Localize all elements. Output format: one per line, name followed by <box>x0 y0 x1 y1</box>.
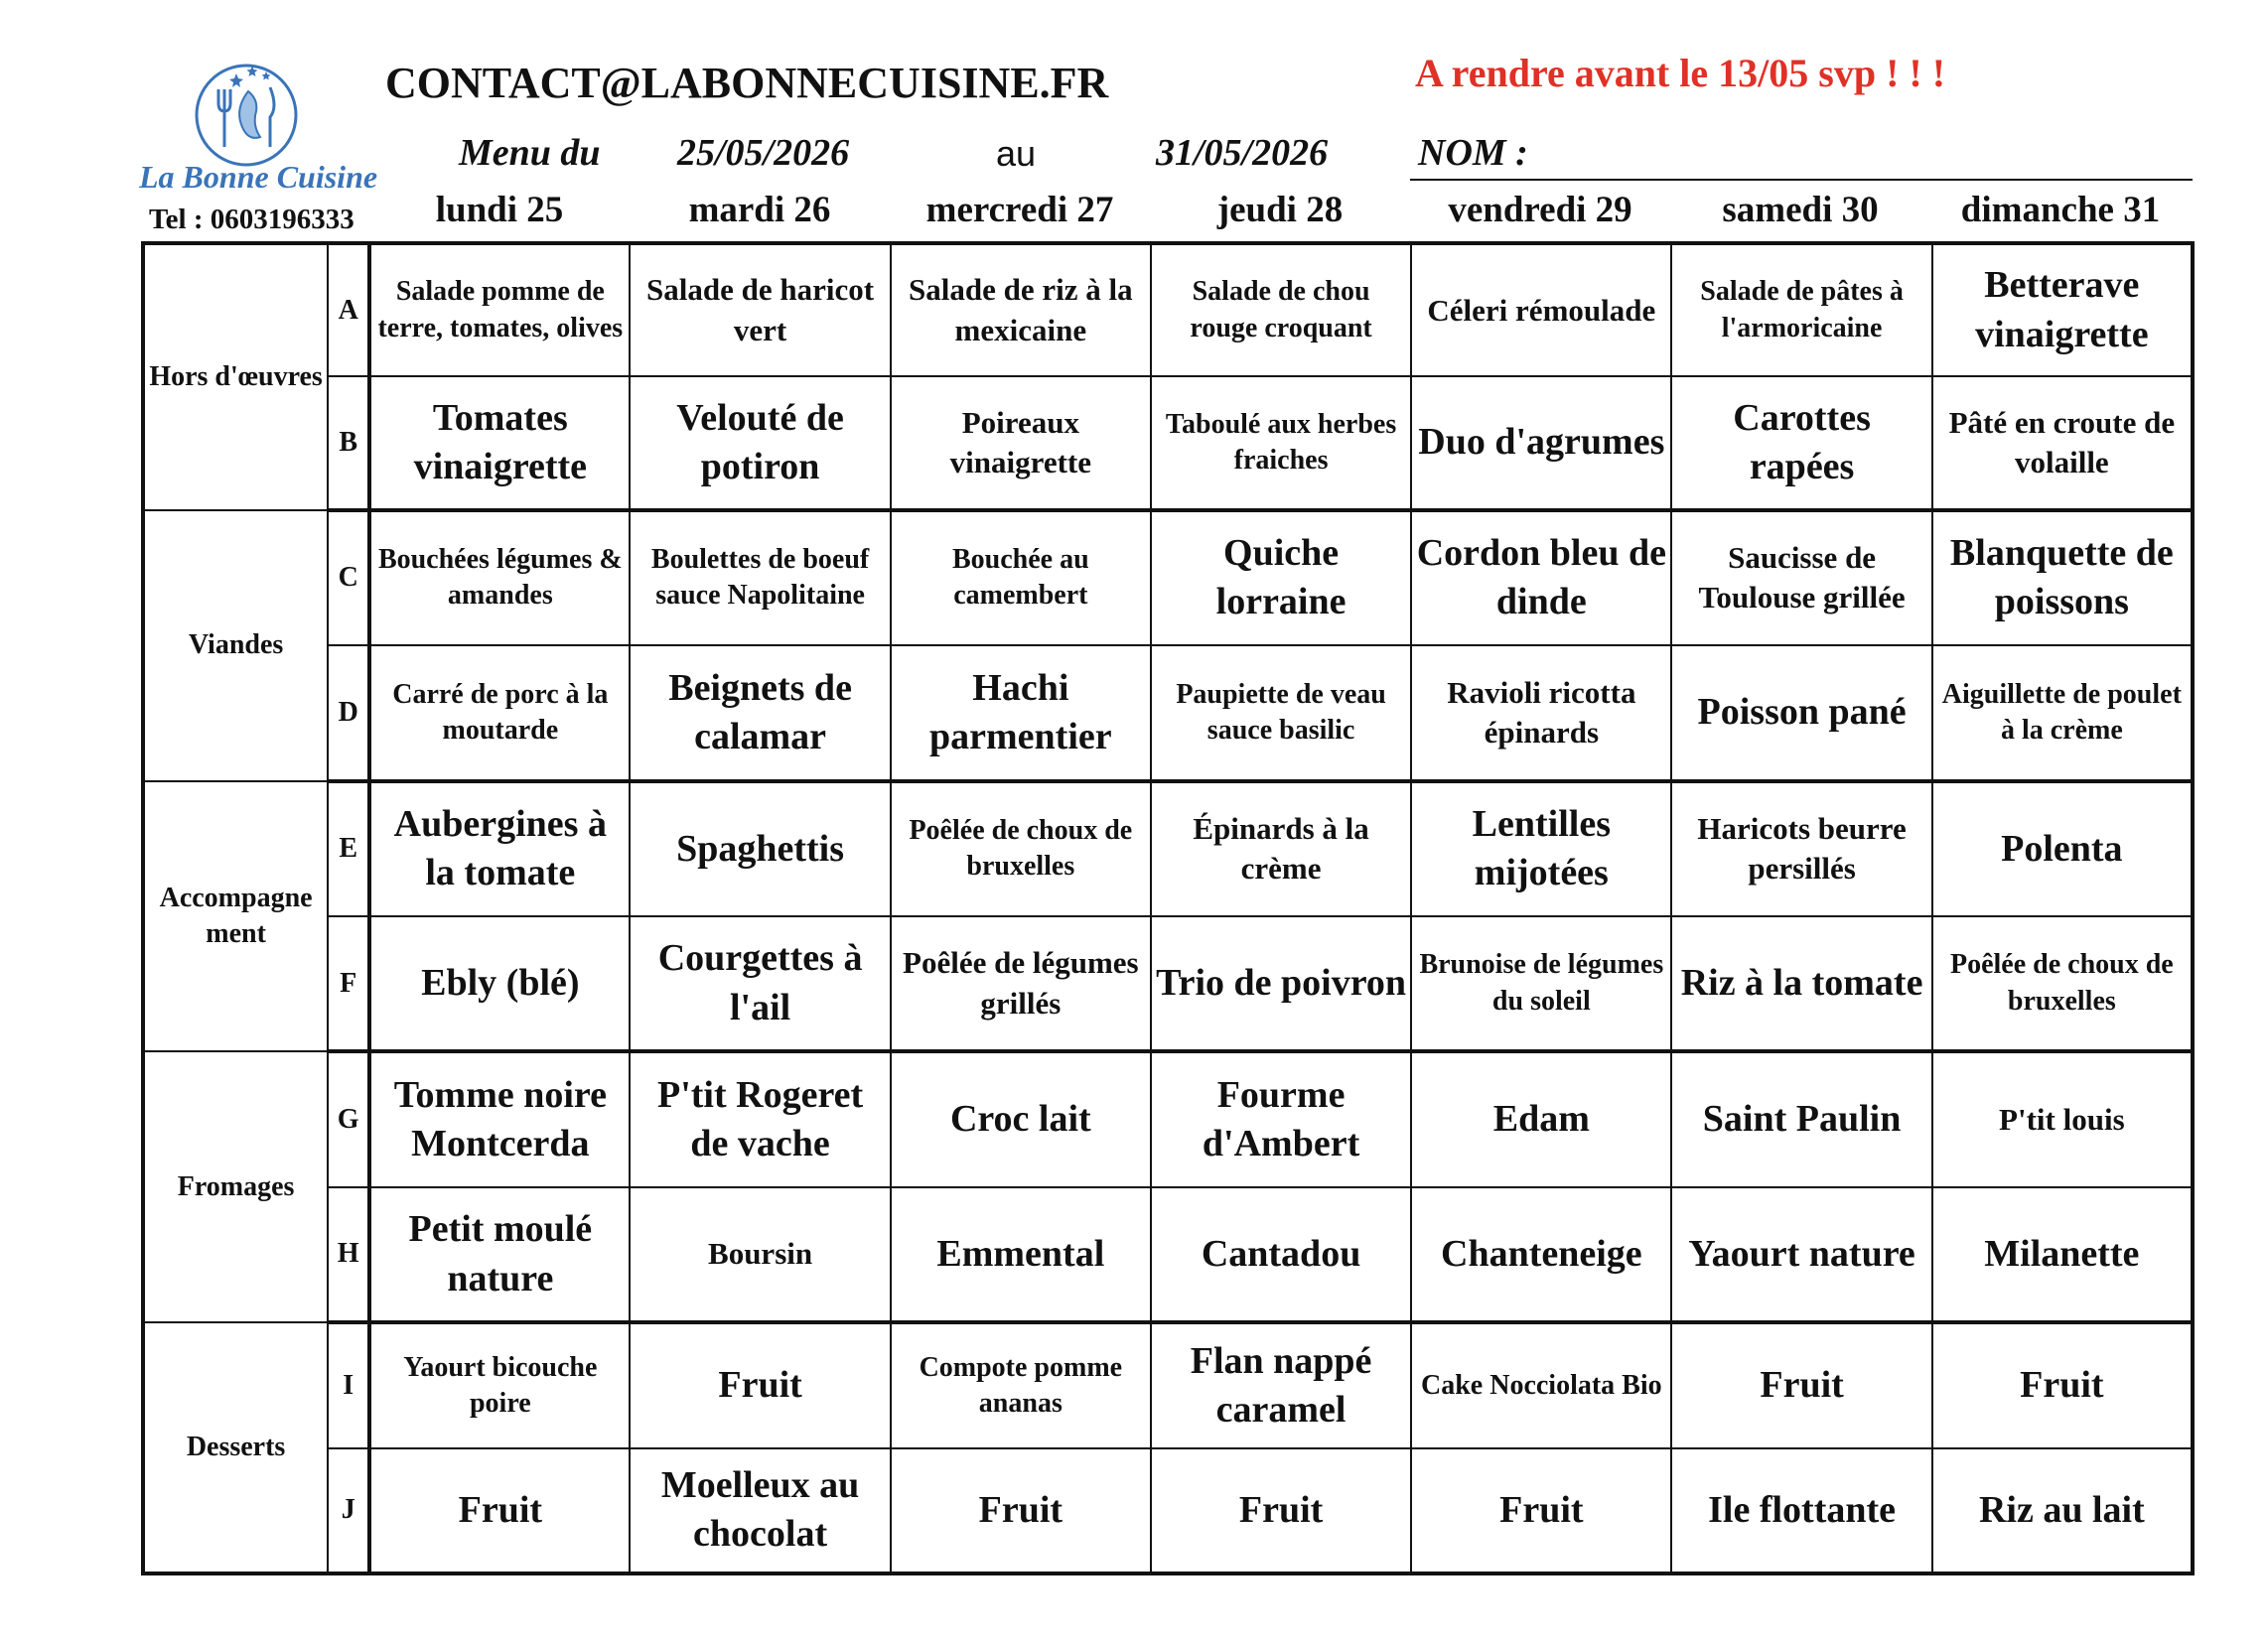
row-letter: E <box>328 781 369 916</box>
menu-cell[interactable]: Cordon bleu de dinde <box>1411 510 1671 645</box>
menu-cell[interactable]: Flan nappé caramel <box>1151 1322 1411 1447</box>
menu-cell[interactable]: Fruit <box>1932 1322 2193 1447</box>
menu-cell[interactable]: Salade de riz à la mexicaine <box>891 243 1151 376</box>
au-label: au <box>996 133 1037 174</box>
menu-cell[interactable]: Croc lait <box>891 1051 1151 1186</box>
category-label: Hors d'œuvres <box>143 243 328 510</box>
day-header: mardi 26 <box>688 190 831 230</box>
phone-number: Tel : 0603196333 <box>149 204 354 235</box>
category-label: Accompagnement <box>143 781 328 1052</box>
menu-cell[interactable]: Aubergines à la tomate <box>369 781 630 916</box>
menu-cell[interactable]: Riz à la tomate <box>1671 916 1931 1051</box>
day-header: dimanche 31 <box>1960 190 2161 230</box>
day-header: mercredi 27 <box>925 190 1114 230</box>
menu-cell[interactable]: P'tit Rogeret de vache <box>630 1051 890 1186</box>
menu-cell[interactable]: Hachi parmentier <box>891 645 1151 780</box>
menu-cell[interactable]: Moelleux au chocolat <box>630 1448 890 1574</box>
menu-cell[interactable]: Céleri rémoulade <box>1411 243 1671 376</box>
menu-cell[interactable]: Salade pomme de terre, tomates, olives <box>369 243 630 376</box>
day-header: jeudi 28 <box>1216 190 1344 230</box>
menu-cell[interactable]: Fruit <box>1411 1448 1671 1574</box>
menu-cell[interactable]: Brunoise de légumes du soleil <box>1411 916 1671 1051</box>
menu-cell[interactable]: Boulettes de boeuf sauce Napolitaine <box>630 510 890 645</box>
menu-cell[interactable]: Poêlée de choux de bruxelles <box>891 781 1151 916</box>
menu-cell[interactable]: Saucisse de Toulouse grillée <box>1671 510 1931 645</box>
menu-cell[interactable]: Poêlée de légumes grillés <box>891 916 1151 1051</box>
menu-cell[interactable]: Salade de chou rouge croquant <box>1151 243 1411 376</box>
menu-cell[interactable]: Pâté en croute de volaille <box>1932 376 2193 509</box>
menu-cell[interactable]: Yaourt nature <box>1671 1187 1931 1322</box>
menu-cell[interactable]: Fourme d'Ambert <box>1151 1051 1411 1186</box>
menu-cell[interactable]: Fruit <box>1151 1448 1411 1574</box>
contact-email: CONTACT@LABONNECUISINE.FR <box>385 59 1109 107</box>
menu-cell[interactable]: Blanquette de poissons <box>1932 510 2193 645</box>
menu-cell[interactable]: Bouchées légumes & amandes <box>369 510 630 645</box>
menu-cell[interactable]: Poireaux vinaigrette <box>891 376 1151 509</box>
menu-cell[interactable]: Boursin <box>630 1187 890 1322</box>
menu-cell[interactable]: Lentilles mijotées <box>1411 781 1671 916</box>
day-header: lundi 25 <box>435 190 564 230</box>
row-letter: J <box>328 1448 369 1574</box>
menu-cell[interactable]: Taboulé aux herbes fraiches <box>1151 376 1411 509</box>
menu-cell[interactable]: Betterave vinaigrette <box>1932 243 2193 376</box>
row-letter: D <box>328 645 369 780</box>
start-date: 25/05/2026 <box>677 132 850 174</box>
menu-cell[interactable]: Ebly (blé) <box>369 916 630 1051</box>
menu-cell[interactable]: Beignets de calamar <box>630 645 890 780</box>
menu-cell[interactable]: Courgettes à l'ail <box>630 916 890 1051</box>
menu-cell[interactable]: Salade de haricot vert <box>630 243 890 376</box>
menu-du-label: Menu du <box>459 132 601 174</box>
menu-cell[interactable]: Polenta <box>1932 781 2193 916</box>
menu-cell[interactable]: Duo d'agrumes <box>1411 376 1671 509</box>
menu-cell[interactable]: Trio de poivron <box>1151 916 1411 1051</box>
menu-cell[interactable]: Fruit <box>1671 1322 1931 1447</box>
menu-cell[interactable]: Épinards à la crème <box>1151 781 1411 916</box>
name-field-line[interactable] <box>1410 179 2193 181</box>
menu-cell[interactable]: P'tit louis <box>1932 1051 2193 1186</box>
menu-cell[interactable]: Bouchée au camembert <box>891 510 1151 645</box>
category-label: Fromages <box>143 1051 328 1322</box>
deadline-note: A rendre avant le 13/05 svp ! ! ! <box>1415 51 1946 95</box>
menu-cell[interactable]: Paupiette de veau sauce basilic <box>1151 645 1411 780</box>
menu-cell[interactable]: Emmental <box>891 1187 1151 1322</box>
menu-cell[interactable]: Salade de pâtes à l'armoricaine <box>1671 243 1931 376</box>
menu-cell[interactable]: Milanette <box>1932 1187 2193 1322</box>
category-label: Desserts <box>143 1322 328 1574</box>
la-bonne-cuisine-logo <box>187 52 306 171</box>
menu-cell[interactable]: Ile flottante <box>1671 1448 1931 1574</box>
day-header: vendredi 29 <box>1448 190 1632 230</box>
menu-cell[interactable]: Cake Nocciolata Bio <box>1411 1322 1671 1447</box>
menu-table <box>141 241 2195 1575</box>
menu-cell[interactable]: Yaourt bicouche poire <box>369 1322 630 1447</box>
row-letter: A <box>328 243 369 376</box>
row-letter: C <box>328 510 369 645</box>
menu-cell[interactable]: Riz au lait <box>1932 1448 2193 1574</box>
row-letter: I <box>328 1322 369 1447</box>
menu-cell[interactable]: Spaghettis <box>630 781 890 916</box>
row-letter: G <box>328 1051 369 1186</box>
menu-cell[interactable]: Fruit <box>369 1448 630 1574</box>
menu-cell[interactable]: Edam <box>1411 1051 1671 1186</box>
category-label: Viandes <box>143 510 328 781</box>
row-letter: B <box>328 376 369 509</box>
brand-name: La Bonne Cuisine <box>139 159 378 195</box>
end-date: 31/05/2026 <box>1156 132 1329 174</box>
menu-cell[interactable]: Aiguillette de poulet à la crème <box>1932 645 2193 780</box>
menu-cell[interactable]: Poêlée de choux de bruxelles <box>1932 916 2193 1051</box>
menu-cell[interactable]: Ravioli ricotta épinards <box>1411 645 1671 780</box>
menu-cell[interactable]: Chanteneige <box>1411 1187 1671 1322</box>
menu-cell[interactable]: Fruit <box>891 1448 1151 1574</box>
menu-cell[interactable]: Haricots beurre persillés <box>1671 781 1931 916</box>
menu-cell[interactable]: Cantadou <box>1151 1187 1411 1322</box>
row-letter: H <box>328 1187 369 1322</box>
menu-cell[interactable]: Compote pomme ananas <box>891 1322 1151 1447</box>
menu-cell[interactable]: Quiche lorraine <box>1151 510 1411 645</box>
row-letter: F <box>328 916 369 1051</box>
menu-cell[interactable]: Carré de porc à la moutarde <box>369 645 630 780</box>
menu-cell[interactable]: Tomates vinaigrette <box>369 376 630 509</box>
menu-cell[interactable]: Poisson pané <box>1671 645 1931 780</box>
name-label: NOM : <box>1418 132 1528 174</box>
menu-cell[interactable]: Petit moulé nature <box>369 1187 630 1322</box>
day-header: samedi 30 <box>1722 190 1879 230</box>
menu-cell[interactable]: Fruit <box>630 1322 890 1447</box>
menu-cell[interactable]: Velouté de potiron <box>630 376 890 509</box>
menu-cell[interactable]: Saint Paulin <box>1671 1051 1931 1186</box>
menu-cell[interactable]: Tomme noire Montcerda <box>369 1051 630 1186</box>
menu-cell[interactable]: Carottes rapées <box>1671 376 1931 509</box>
